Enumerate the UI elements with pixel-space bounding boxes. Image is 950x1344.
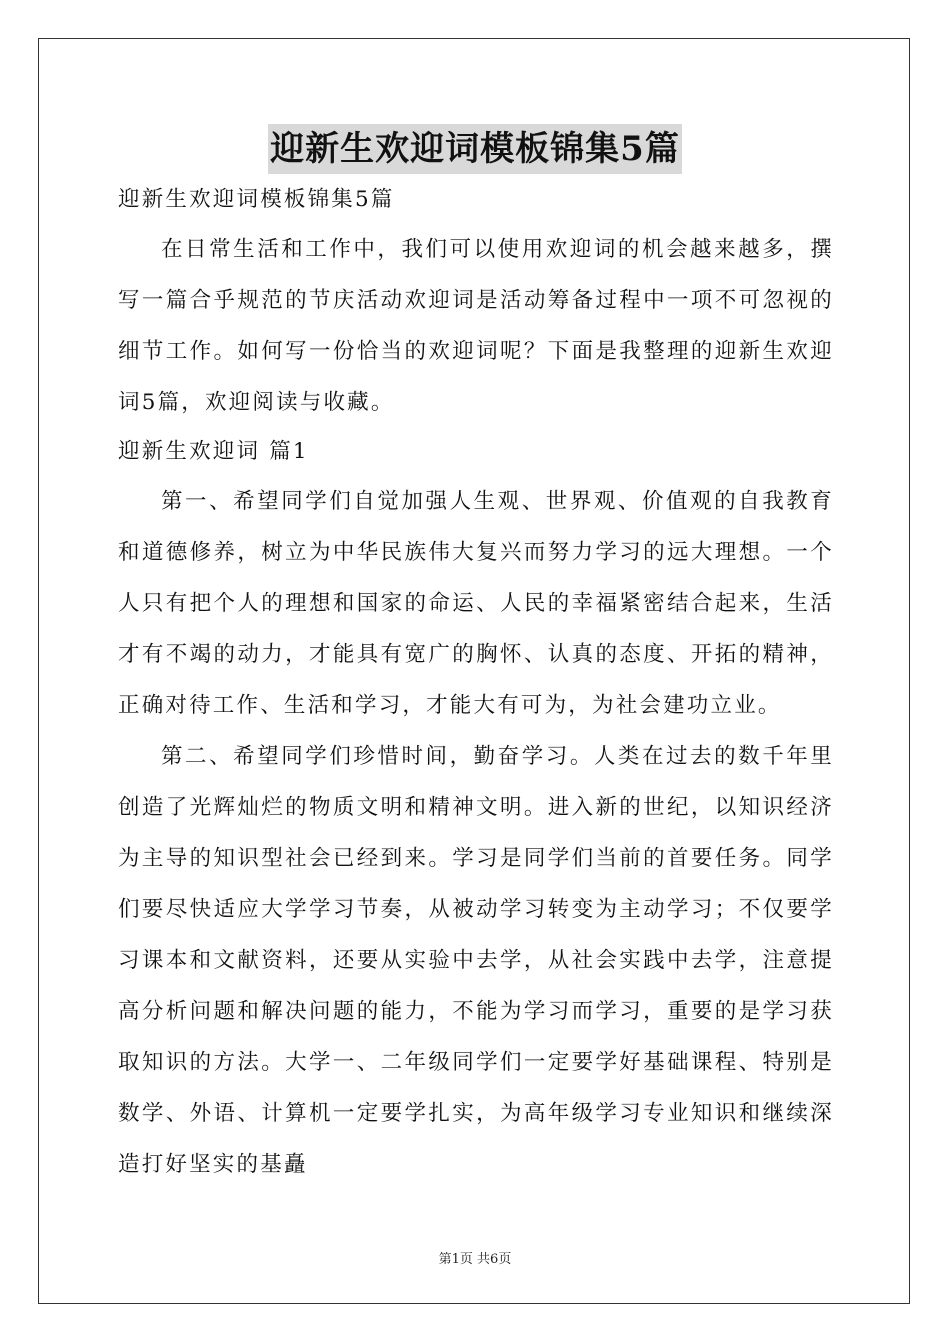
paragraph-1: 第一、希望同学们自觉加强人生观、世界观、价值观的自我教育和道德修养，树立为中华民族伟大复兴而努力学习的远大理想。一个人只有把个人的理想和国家的命运、人民的幸福紧密结合起来，生活才有不竭的动力，才能具有宽广的胸怀、认真的态度、开拓的精神，正确对待工作、生活和学习，才能大有可为，为社会建功立业。 bbox=[118, 489, 834, 718]
title-container bbox=[0, 124, 950, 174]
page-footer: 第1页 共6页 bbox=[438, 1252, 512, 1267]
document-title: 迎新生欢迎词模板锦集5篇 bbox=[268, 124, 682, 174]
document-body bbox=[118, 176, 834, 1190]
paragraph-2: 第二、希望同学们珍惜时间，勤奋学习。人类在过去的数千年里创造了光辉灿烂的物质文明和精神文明。进入新的世纪，以知识经济为主导的知识型社会已经到来。学习是同学们当前的首要任务。同学们要尽快适应大学学习节奏，从被动学习转变为主动学习；不仅要学习课本和文献资料，还要从实验中去学，从社会实践中去学，注意提高分析问题和解决问题的能力，不能为学习而学习，重要的是学习获取知识的方法。大学一、二年级同学们一定要学好基础课程、特别是数学、外语、计算机一定要学扎实，为高年级学习专业知识和继续深造打好坚实的基矗 bbox=[118, 744, 834, 1177]
intro-paragraph: 在日常生活和工作中，我们可以使用欢迎词的机会越来越多，撰写一篇合乎规范的节庆活动欢迎词是活动筹备过程中一项不可忽视的细节工作。如何写一份恰当的欢迎词呢？下面是我整理的迎新生欢迎词5篇，欢迎阅读与收藏。 bbox=[118, 237, 834, 415]
section-heading-1: 迎新生欢迎词 篇1 bbox=[118, 439, 309, 464]
document-subtitle: 迎新生欢迎词模板锦集5篇 bbox=[118, 187, 395, 212]
